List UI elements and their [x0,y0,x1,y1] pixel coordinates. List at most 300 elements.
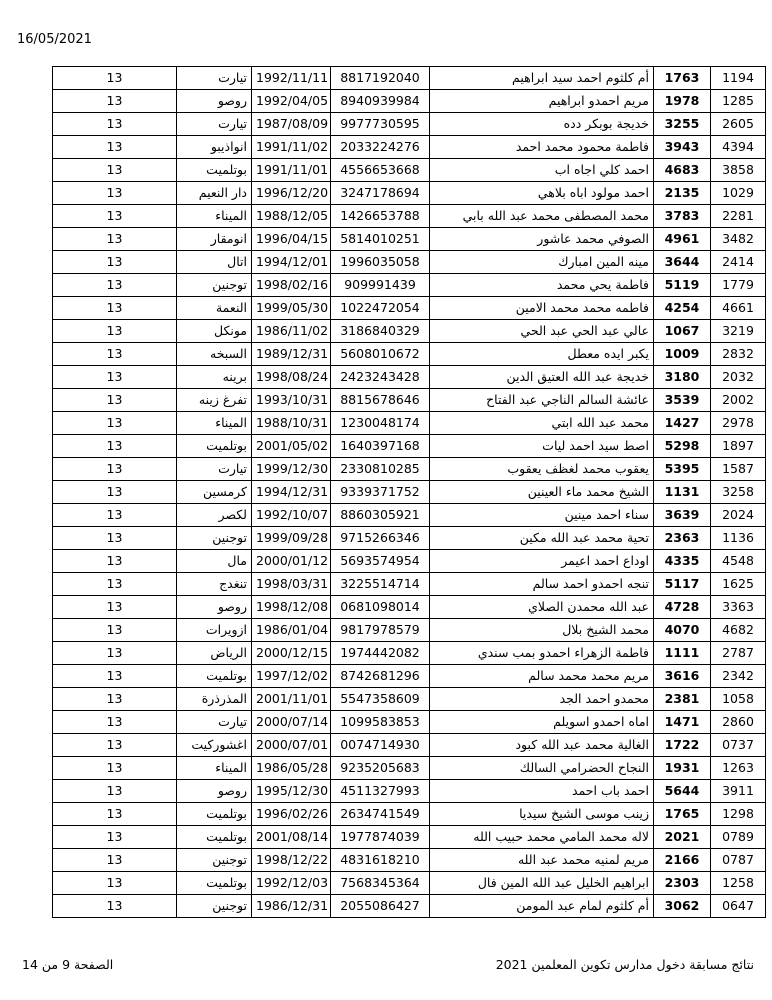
national-id-cell: 4511327993 [331,780,430,803]
registration-number-cell: 1471 [654,711,711,734]
candidate-name-cell: خديجة عبد الله العتيق الدين [430,366,654,389]
national-id-cell: 8817192040 [331,67,430,90]
candidate-id-cell: 2414 [711,251,766,274]
candidate-name-cell: تنجه احمدو احمد سالم [430,573,654,596]
table-row [53,320,766,343]
grade-cell: 13 [53,757,177,780]
birth-place-cell: توجنين [177,895,252,918]
table-row [53,803,766,826]
birth-place-cell: توجنين [177,527,252,550]
registration-number-cell: 2381 [654,688,711,711]
registration-number-cell: 2135 [654,182,711,205]
candidate-name-cell: خديجة بوبكر دده [430,113,654,136]
registration-number-cell: 3644 [654,251,711,274]
national-id-cell: 1230048174 [331,412,430,435]
birth-date-cell: 1996/02/26 [252,803,331,826]
registration-number-cell: 4683 [654,159,711,182]
grade-cell: 13 [53,481,177,504]
national-id-cell: 1996035058 [331,251,430,274]
candidate-name-cell: فاطمة محمود محمد احمد [430,136,654,159]
birth-place-cell: توجنين [177,849,252,872]
grade-cell: 13 [53,320,177,343]
registration-number-cell: 5117 [654,573,711,596]
birth-date-cell: 1998/12/08 [252,596,331,619]
grade-cell: 13 [53,435,177,458]
birth-place-cell: بوتلميت [177,159,252,182]
registration-number-cell: 2363 [654,527,711,550]
table-row [53,619,766,642]
birth-date-cell: 1991/11/01 [252,159,331,182]
table-row [53,251,766,274]
national-id-cell: 1426653788 [331,205,430,228]
birth-date-cell: 1987/08/09 [252,113,331,136]
candidate-name-cell: ابراهيم الخليل عبد الله المين فال [430,872,654,895]
candidate-name-cell: احمد باب احمد [430,780,654,803]
birth-date-cell: 1997/12/02 [252,665,331,688]
national-id-cell: 2634741549 [331,803,430,826]
candidate-id-cell: 1779 [711,274,766,297]
candidate-name-cell: مريم احمدو ابراهيم [430,90,654,113]
national-id-cell: 909991439 [331,274,430,297]
candidate-id-cell: 1897 [711,435,766,458]
candidate-id-cell: 4548 [711,550,766,573]
birth-place-cell: انواذيبو [177,136,252,159]
candidate-id-cell: 0789 [711,826,766,849]
results-table [52,66,766,918]
birth-date-cell: 1999/09/28 [252,527,331,550]
birth-date-cell: 2001/05/02 [252,435,331,458]
registration-number-cell: 1763 [654,67,711,90]
grade-cell: 13 [53,734,177,757]
candidate-id-cell: 2832 [711,343,766,366]
candidate-id-cell: 2024 [711,504,766,527]
registration-number-cell: 2021 [654,826,711,849]
birth-place-cell: بوتلميت [177,826,252,849]
birth-date-cell: 1994/12/01 [252,251,331,274]
candidate-name-cell: الغالية محمد عبد الله كبود [430,734,654,757]
table-row [53,642,766,665]
candidate-name-cell: يكبر ايده معطل [430,343,654,366]
candidate-id-cell: 2032 [711,366,766,389]
national-id-cell: 0681098014 [331,596,430,619]
table-row [53,389,766,412]
candidate-name-cell: أم كلثوم لمام عبد المومن [430,895,654,918]
birth-date-cell: 1989/12/31 [252,343,331,366]
birth-place-cell: السبخه [177,343,252,366]
candidate-id-cell: 1136 [711,527,766,550]
birth-place-cell: كرمسين [177,481,252,504]
registration-number-cell: 1765 [654,803,711,826]
grade-cell: 13 [53,642,177,665]
candidate-name-cell: اصط سيد احمد ليات [430,435,654,458]
birth-date-cell: 1996/04/15 [252,228,331,251]
national-id-cell: 4831618210 [331,849,430,872]
candidate-id-cell: 2787 [711,642,766,665]
grade-cell: 13 [53,826,177,849]
grade-cell: 13 [53,665,177,688]
table-row [53,67,766,90]
table-row [53,274,766,297]
birth-place-cell: تنغدج [177,573,252,596]
candidate-id-cell: 1258 [711,872,766,895]
registration-number-cell: 4335 [654,550,711,573]
table-row [53,550,766,573]
grade-cell: 13 [53,596,177,619]
grade-cell: 13 [53,849,177,872]
birth-date-cell: 1992/10/07 [252,504,331,527]
national-id-cell: 9715266346 [331,527,430,550]
national-id-cell: 8860305921 [331,504,430,527]
birth-place-cell: برينه [177,366,252,389]
birth-place-cell: ازويرات [177,619,252,642]
candidate-name-cell: فاطمة الزهراء احمدو بمب سندي [430,642,654,665]
candidate-name-cell: احمد كلي اجاه اب [430,159,654,182]
table-row [53,711,766,734]
registration-number-cell: 5395 [654,458,711,481]
candidate-id-cell: 3911 [711,780,766,803]
candidate-id-cell: 2002 [711,389,766,412]
registration-number-cell: 3539 [654,389,711,412]
grade-cell: 13 [53,205,177,228]
registration-number-cell: 1427 [654,412,711,435]
registration-number-cell: 1009 [654,343,711,366]
candidate-name-cell: عبد الله محمدن الصلاي [430,596,654,619]
birth-place-cell: اتال [177,251,252,274]
birth-date-cell: 1995/12/30 [252,780,331,803]
grade-cell: 13 [53,550,177,573]
table-row [53,573,766,596]
candidate-name-cell: مينه المين امبارك [430,251,654,274]
birth-date-cell: 1999/12/30 [252,458,331,481]
candidate-id-cell: 2605 [711,113,766,136]
national-id-cell: 5693574954 [331,550,430,573]
birth-place-cell: بوتلميت [177,435,252,458]
birth-date-cell: 2000/01/12 [252,550,331,573]
candidate-name-cell: النجاح الحضرامي السالك [430,757,654,780]
candidate-name-cell: اماه احمدو اسويلم [430,711,654,734]
grade-cell: 13 [53,780,177,803]
birth-date-cell: 1992/04/05 [252,90,331,113]
candidate-name-cell: أم كلثوم احمد سيد ابراهيم [430,67,654,90]
table-row [53,136,766,159]
table-row [53,504,766,527]
registration-number-cell: 1722 [654,734,711,757]
candidate-name-cell: سناء احمد مينين [430,504,654,527]
candidate-name-cell: فاطمة يحي محمد [430,274,654,297]
candidate-id-cell: 3258 [711,481,766,504]
table-row [53,205,766,228]
table-row [53,481,766,504]
table-row [53,826,766,849]
grade-cell: 13 [53,182,177,205]
candidate-name-cell: الشيخ محمد ماء العينين [430,481,654,504]
national-id-cell: 8742681296 [331,665,430,688]
table-row [53,435,766,458]
registration-number-cell: 3180 [654,366,711,389]
footer-title: نتائج مسابقة دخول مدارس تكوين المعلمين 2021 [495,957,754,972]
national-id-cell: 1022472054 [331,297,430,320]
birth-date-cell: 1992/12/03 [252,872,331,895]
grade-cell: 13 [53,274,177,297]
page-number: الصفحة 9 من 14 [22,957,114,972]
grade-cell: 13 [53,90,177,113]
national-id-cell: 7568345364 [331,872,430,895]
registration-number-cell: 5298 [654,435,711,458]
table-row [53,780,766,803]
table-row [53,734,766,757]
birth-place-cell: تيارت [177,458,252,481]
national-id-cell: 2055086427 [331,895,430,918]
registration-number-cell: 4254 [654,297,711,320]
candidate-id-cell: 4661 [711,297,766,320]
table-row [53,412,766,435]
birth-place-cell: تيارت [177,67,252,90]
birth-place-cell: بوتلميت [177,803,252,826]
candidate-id-cell: 2978 [711,412,766,435]
candidate-name-cell: يعقوب محمد لغظف يعقوب [430,458,654,481]
candidate-name-cell: تحية محمد عبد الله مكين [430,527,654,550]
birth-place-cell: الميناء [177,205,252,228]
birth-place-cell: لكصر [177,504,252,527]
grade-cell: 13 [53,458,177,481]
table-row [53,872,766,895]
candidate-id-cell: 3482 [711,228,766,251]
registration-number-cell: 3639 [654,504,711,527]
candidate-name-cell: احمد مولود اباه بلاهي [430,182,654,205]
candidate-id-cell: 2342 [711,665,766,688]
grade-cell: 13 [53,872,177,895]
national-id-cell: 5608010672 [331,343,430,366]
candidate-id-cell: 2281 [711,205,766,228]
candidate-id-cell: 1285 [711,90,766,113]
national-id-cell: 0074714930 [331,734,430,757]
birth-place-cell: اغشوركيت [177,734,252,757]
grade-cell: 13 [53,67,177,90]
table-row [53,182,766,205]
table-row [53,665,766,688]
candidate-name-cell: محمد عبد الله ابتي [430,412,654,435]
birth-date-cell: 1998/03/31 [252,573,331,596]
national-id-cell: 3225514714 [331,573,430,596]
birth-date-cell: 1994/12/31 [252,481,331,504]
table-row [53,366,766,389]
birth-place-cell: النعمة [177,297,252,320]
birth-place-cell: تفرغ زينه [177,389,252,412]
registration-number-cell: 5644 [654,780,711,803]
results-table-body [53,67,766,918]
national-id-cell: 4556653668 [331,159,430,182]
birth-place-cell: بوتلميت [177,665,252,688]
table-row [53,159,766,182]
birth-place-cell: المذرذرة [177,688,252,711]
registration-number-cell: 2166 [654,849,711,872]
registration-number-cell: 3943 [654,136,711,159]
grade-cell: 13 [53,895,177,918]
registration-number-cell: 5119 [654,274,711,297]
candidate-id-cell: 1029 [711,182,766,205]
national-id-cell: 3186840329 [331,320,430,343]
table-row [53,113,766,136]
national-id-cell: 2423243428 [331,366,430,389]
birth-date-cell: 2001/08/14 [252,826,331,849]
birth-place-cell: الميناء [177,757,252,780]
candidate-id-cell: 1263 [711,757,766,780]
candidate-id-cell: 4394 [711,136,766,159]
registration-number-cell: 1931 [654,757,711,780]
birth-place-cell: تيارت [177,711,252,734]
birth-date-cell: 1999/05/30 [252,297,331,320]
grade-cell: 13 [53,297,177,320]
birth-place-cell: روصو [177,90,252,113]
grade-cell: 13 [53,136,177,159]
table-row [53,228,766,251]
candidate-name-cell: الصوفي محمد عاشور [430,228,654,251]
birth-place-cell: روصو [177,780,252,803]
grade-cell: 13 [53,619,177,642]
table-row [53,90,766,113]
grade-cell: 13 [53,527,177,550]
candidate-id-cell: 3363 [711,596,766,619]
document-date: 16/05/2021 [17,32,92,47]
birth-date-cell: 1986/11/02 [252,320,331,343]
national-id-cell: 9817978579 [331,619,430,642]
birth-place-cell: توجنين [177,274,252,297]
grade-cell: 13 [53,389,177,412]
registration-number-cell: 3783 [654,205,711,228]
grade-cell: 13 [53,343,177,366]
national-id-cell: 9235205683 [331,757,430,780]
candidate-name-cell: زينب موسى الشيخ سيديا [430,803,654,826]
grade-cell: 13 [53,412,177,435]
table-row [53,343,766,366]
birth-date-cell: 1988/12/05 [252,205,331,228]
registration-number-cell: 1111 [654,642,711,665]
national-id-cell: 3247178694 [331,182,430,205]
candidate-name-cell: اوداع احمد اعيمر [430,550,654,573]
national-id-cell: 8940939984 [331,90,430,113]
table-row [53,849,766,872]
national-id-cell: 9339371752 [331,481,430,504]
national-id-cell: 5814010251 [331,228,430,251]
candidate-id-cell: 1625 [711,573,766,596]
candidate-id-cell: 1298 [711,803,766,826]
candidate-name-cell: مريم لمنيه محمد عبد الله [430,849,654,872]
candidate-id-cell: 1587 [711,458,766,481]
candidate-id-cell: 0647 [711,895,766,918]
candidate-id-cell: 0737 [711,734,766,757]
grade-cell: 13 [53,113,177,136]
birth-place-cell: دار النعيم [177,182,252,205]
candidate-id-cell: 1194 [711,67,766,90]
registration-number-cell: 1067 [654,320,711,343]
candidate-id-cell: 3858 [711,159,766,182]
birth-place-cell: انومقار [177,228,252,251]
registration-number-cell: 1978 [654,90,711,113]
grade-cell: 13 [53,711,177,734]
candidate-name-cell: فاطمه محمد محمد الامين [430,297,654,320]
candidate-name-cell: لاله محمد المامي محمد حبيب الله [430,826,654,849]
national-id-cell: 1640397168 [331,435,430,458]
candidate-id-cell: 4682 [711,619,766,642]
birth-date-cell: 1986/05/28 [252,757,331,780]
grade-cell: 13 [53,159,177,182]
birth-place-cell: مونكل [177,320,252,343]
grade-cell: 13 [53,504,177,527]
grade-cell: 13 [53,251,177,274]
birth-date-cell: 2000/07/14 [252,711,331,734]
birth-date-cell: 2000/12/15 [252,642,331,665]
national-id-cell: 1974442082 [331,642,430,665]
candidate-id-cell: 3219 [711,320,766,343]
birth-date-cell: 1988/10/31 [252,412,331,435]
grade-cell: 13 [53,366,177,389]
registration-number-cell: 4728 [654,596,711,619]
table-row [53,596,766,619]
registration-number-cell: 3616 [654,665,711,688]
grade-cell: 13 [53,803,177,826]
birth-date-cell: 1986/12/31 [252,895,331,918]
candidate-id-cell: 1058 [711,688,766,711]
birth-date-cell: 2000/07/01 [252,734,331,757]
candidate-id-cell: 0787 [711,849,766,872]
birth-date-cell: 1986/01/04 [252,619,331,642]
candidate-name-cell: عالي عبد الحي عبد الحي [430,320,654,343]
registration-number-cell: 3255 [654,113,711,136]
grade-cell: 13 [53,688,177,711]
national-id-cell: 5547358609 [331,688,430,711]
national-id-cell: 9977730595 [331,113,430,136]
table-row [53,297,766,320]
birth-place-cell: بوتلميت [177,872,252,895]
birth-date-cell: 1993/10/31 [252,389,331,412]
national-id-cell: 2330810285 [331,458,430,481]
birth-date-cell: 1992/11/11 [252,67,331,90]
candidate-id-cell: 2860 [711,711,766,734]
birth-date-cell: 1998/02/16 [252,274,331,297]
candidate-name-cell: مريم محمد محمد سالم [430,665,654,688]
national-id-cell: 1099583853 [331,711,430,734]
birth-place-cell: الميناء [177,412,252,435]
grade-cell: 13 [53,573,177,596]
registration-number-cell: 4961 [654,228,711,251]
birth-place-cell: الرياض [177,642,252,665]
birth-date-cell: 1998/08/24 [252,366,331,389]
national-id-cell: 1977874039 [331,826,430,849]
birth-place-cell: تيارت [177,113,252,136]
national-id-cell: 2033224276 [331,136,430,159]
candidate-name-cell: محمدو احمد الجد [430,688,654,711]
birth-date-cell: 1991/11/02 [252,136,331,159]
table-row [53,527,766,550]
table-row [53,458,766,481]
birth-place-cell: روصو [177,596,252,619]
birth-date-cell: 1996/12/20 [252,182,331,205]
registration-number-cell: 1131 [654,481,711,504]
table-row [53,895,766,918]
birth-place-cell: مال [177,550,252,573]
candidate-name-cell: محمد المصطفى محمد عبد الله بابي [430,205,654,228]
birth-date-cell: 2001/11/01 [252,688,331,711]
registration-number-cell: 3062 [654,895,711,918]
national-id-cell: 8815678646 [331,389,430,412]
table-row [53,688,766,711]
registration-number-cell: 4070 [654,619,711,642]
candidate-name-cell: عائشة السالم الناجي عبد الفتاح [430,389,654,412]
registration-number-cell: 2303 [654,872,711,895]
grade-cell: 13 [53,228,177,251]
candidate-name-cell: محمد الشيخ بلال [430,619,654,642]
table-row [53,757,766,780]
